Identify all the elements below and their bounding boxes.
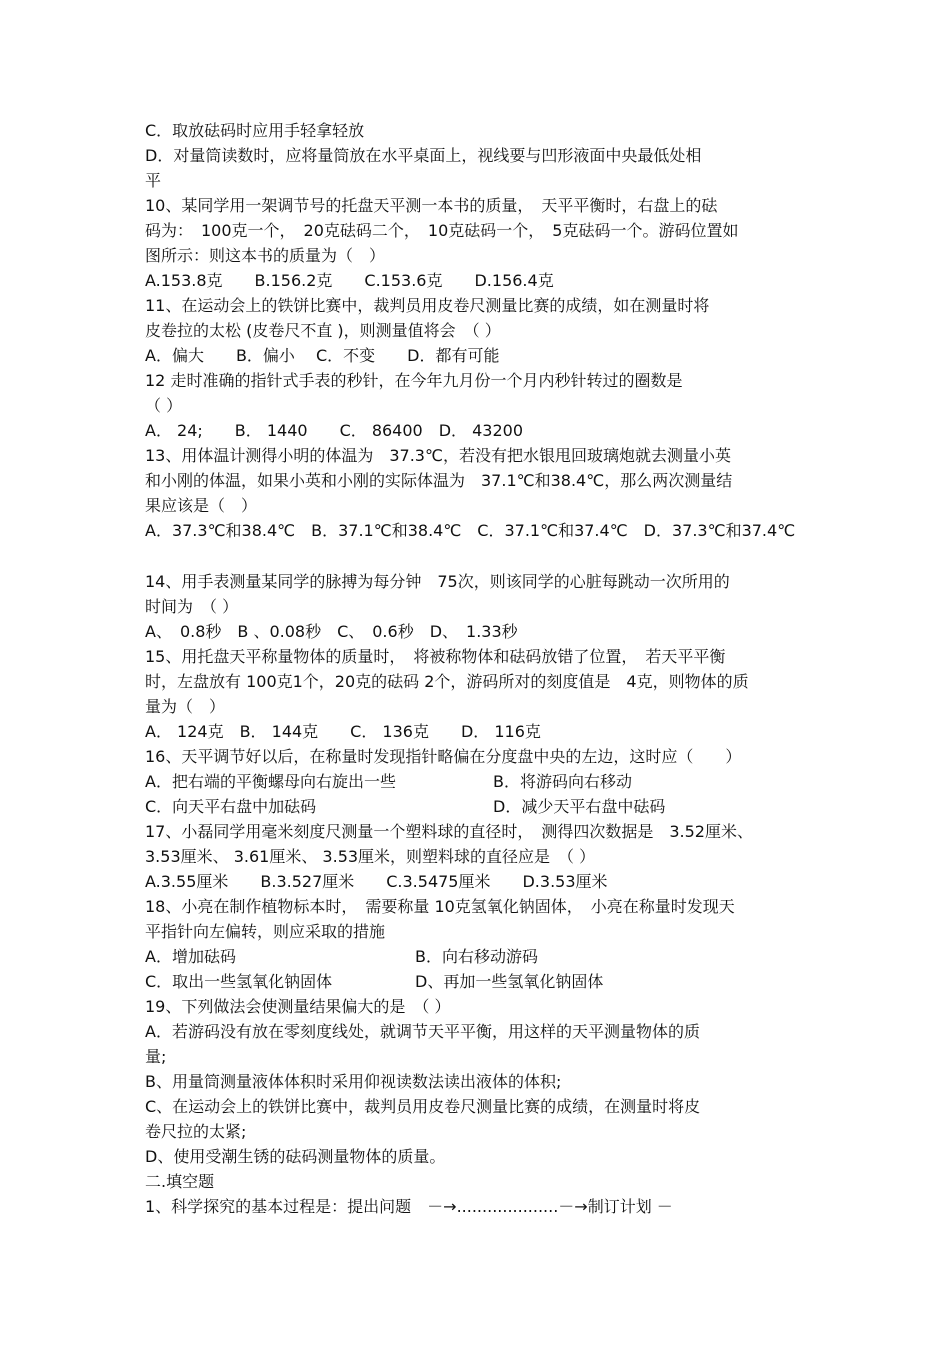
text-line: 量;: [145, 1047, 167, 1066]
text-line: 平: [145, 171, 162, 190]
text-line: D．对量筒读数时，应将量筒放在水平桌面上，视线要与凹形液面中央最低处相: [145, 146, 702, 165]
text-line: C．取放砝码时应用手轻拿轻放: [145, 121, 365, 140]
text-line: A． 24; B． 1440 C． 86400 D． 43200: [145, 421, 524, 440]
option-c: C．取出一些氢氧化钠固体: [145, 972, 333, 991]
option-b: B．向右移动游码: [415, 947, 538, 966]
q18-options-row-2: [145, 969, 825, 994]
option-c: C．向天平右盘中加砝码: [145, 797, 317, 816]
text-line: 图所示：则这本书的质量为（ ）: [145, 246, 386, 265]
text-line: 13、用体温计测得小明的体温为 37.3℃，若没有把水银甩回玻璃炮就去测量小英: [145, 446, 731, 465]
option-a: A．把右端的平衡螺母向右旋出一些: [145, 772, 396, 791]
text-line: 14、用手表测量某同学的脉搏为每分钟 75次，则该同学的心脏每跳动一次所用的: [145, 572, 730, 591]
text-line: 12 走时准确的指针式手表的秒针，在今年九月份一个月内秒针转过的圈数是: [145, 371, 683, 390]
text-line: 17、小磊同学用毫米刻度尺测量一个塑料球的直径时， 测得四次数据是 3.52厘米、: [145, 822, 753, 841]
section-heading: 二.填空题: [145, 1172, 215, 1191]
text-line: A、 0.8秒 B 、0.08秒 C、 0.6秒 D、 1.33秒: [145, 622, 518, 641]
q16-options-row-2: [145, 794, 825, 819]
option-d: D．减少天平右盘中砝码: [493, 797, 666, 816]
text-line: 码为： 100克一个， 20克砝码二个， 10克砝码一个， 5克砝码一个。游码位置如: [145, 221, 739, 240]
text-line: 皮卷拉的太松 (皮卷尺不直 )，则测量值将会 （ ）: [145, 321, 501, 340]
text-line: 量为（ ）: [145, 697, 226, 716]
text-line: A．偏大 B．偏小 C．不变 D．都有可能: [145, 346, 500, 365]
text-line: 果应该是（ ）: [145, 496, 258, 515]
q18-options-row-1: [145, 944, 825, 969]
text-line: 10、某同学用一架调节号的托盘天平测一本书的质量， 天平平衡时，右盘上的砝: [145, 196, 718, 215]
question-list: [145, 118, 825, 1219]
option-d: D、再加一些氢氧化钠固体: [415, 972, 604, 991]
text-line: 1、科学探究的基本过程是：提出问题 －→....................－→制订计划 －: [145, 1197, 673, 1216]
text-line: A． 124克 B． 144克 C． 136克 D． 116克: [145, 722, 541, 741]
text-line: A.3.55厘米 B.3.527厘米 C.3.5475厘米 D.3.53厘米: [145, 872, 608, 891]
text-line: 19、下列做法会使测量结果偏大的是 （ ）: [145, 997, 451, 1016]
text-line: 16、天平调节好以后，在称量时发现指针略偏在分度盘中央的左边，这时应（ ）: [145, 747, 742, 766]
text-line: 和小刚的体温，如果小英和小刚的实际体温为 37.1℃和38.4℃，那么两次测量结: [145, 471, 733, 490]
text-line: 18、小亮在制作植物标本时， 需要称量 10克氢氧化钠固体， 小亮在称量时发现天: [145, 897, 735, 916]
text-line: 11、在运动会上的铁饼比赛中，裁判员用皮卷尺测量比赛的成绩，如在测量时将: [145, 296, 710, 315]
text-line: 15、用托盘天平称量物体的质量时， 将被称物体和砝码放错了位置， 若天平平衡: [145, 647, 726, 666]
text-line: 卷尺拉的太紧;: [145, 1122, 247, 1141]
text-line: A．若游码没有放在零刻度线处，就调节天平平衡，用这样的天平测量物体的质: [145, 1022, 700, 1041]
text-line: D、使用受潮生锈的砝码测量物体的质量。: [145, 1147, 446, 1166]
q16-options-row-1: [145, 769, 825, 794]
text-line: 平指针向左偏转，则应采取的措施: [145, 922, 386, 941]
text-line: A．37.3℃和38.4℃ B．37.1℃和38.4℃ C．37.1℃和37.4℃ D．37.3℃和37.4℃: [145, 521, 796, 540]
text-line: 3.53厘米、 3.61厘米、 3.53厘米，则塑料球的直径应是 （ ）: [145, 847, 596, 866]
text-line: C、在运动会上的铁饼比赛中，裁判员用皮卷尺测量比赛的成绩，在测量时将皮: [145, 1097, 701, 1116]
option-b: B．将游码向右移动: [493, 772, 632, 791]
text-line: 时间为 （ ）: [145, 597, 239, 616]
text-line: A.153.8克 B.156.2克 C.153.6克 D.156.4克: [145, 271, 554, 290]
option-a: A．增加砝码: [145, 947, 236, 966]
text-line: B、用量筒测量液体体积时采用仰视读数法读出液体的体积;: [145, 1072, 562, 1091]
blank-line: [145, 543, 825, 569]
text-line: （ ）: [145, 396, 183, 415]
text-line: 时，左盘放有 100克1个，20克的砝码 2个，游码所对的刻度值是 4克，则物体的质: [145, 672, 749, 691]
